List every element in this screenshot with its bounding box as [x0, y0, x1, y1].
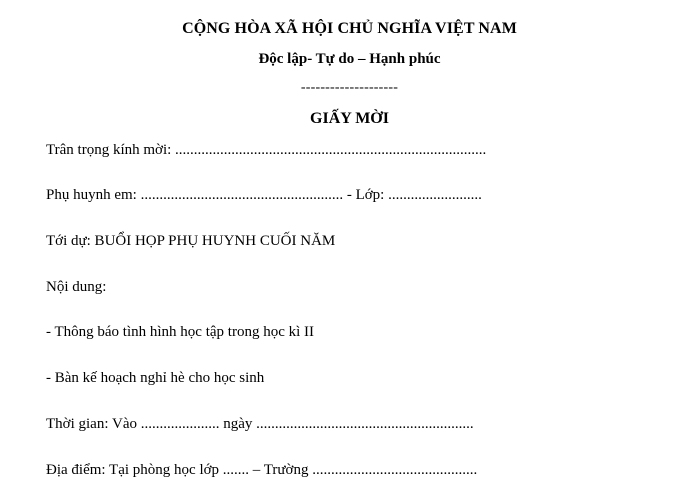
- location-line: Địa điểm: Tại phòng học lớp ....... – Trường ............................................: [46, 462, 478, 478]
- content-item-1: - Thông báo tình hình học tập trong học kì II: [46, 324, 315, 340]
- time-line: Thời gian: Vào ..................... ngày ..........................................................: [46, 416, 474, 432]
- invitee-line: Trân trọng kính mời: ...................................................................................: [46, 142, 487, 158]
- content-item-2: - Bàn kế hoạch nghỉ hè cho học sinh: [46, 370, 265, 386]
- national-motto: Độc lập- Tự do – Hạnh phúc: [258, 51, 441, 67]
- document-title: GIẤY MỜI: [310, 110, 389, 127]
- parent-class-line: Phụ huynh em: ...................................................... - Lớp: .........................: [46, 187, 482, 203]
- content-label: Nội dung:: [46, 279, 107, 295]
- header-divider: --------------------: [300, 80, 399, 95]
- nation-heading: CỘNG HÒA XÃ HỘI CHỦ NGHĨA VIỆT NAM: [182, 20, 517, 37]
- meeting-line: Tới dự: BUỔI HỌP PHỤ HUYNH CUỐI NĂM: [46, 233, 336, 249]
